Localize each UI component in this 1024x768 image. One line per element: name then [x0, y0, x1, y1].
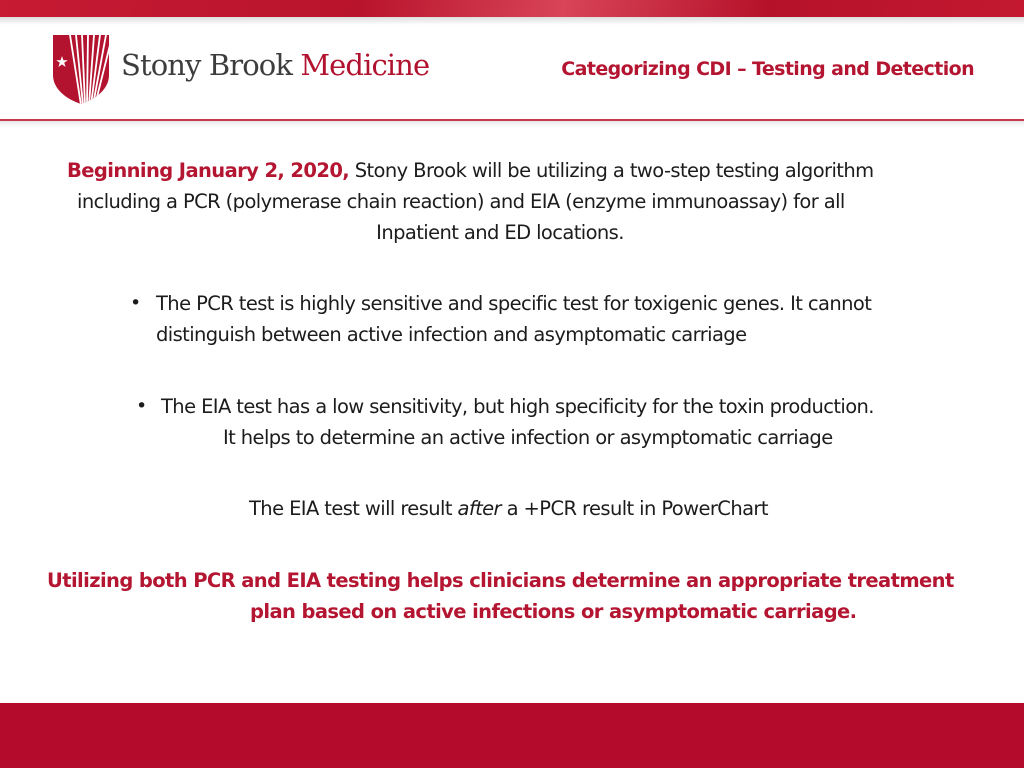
eia-result-note: [249, 493, 768, 524]
top-banner-shadow: [0, 17, 1024, 25]
stony-brook-logo: [50, 33, 450, 105]
bullet-1-line-2: distinguish between active infection and asymptomatic carriage: [156, 323, 747, 346]
bullet-dot-icon: •: [136, 395, 148, 417]
footer-banner: [0, 703, 1024, 768]
logo-wordmark-medicine: Medicine: [300, 48, 430, 82]
bullet-2-line-2: It helps to determine an active infection or asymptomatic carriage: [223, 426, 833, 449]
header-divider-shadow: [0, 121, 1024, 127]
eia-note-part-1: The EIA test will result: [249, 497, 452, 520]
logo-wordmark-stony-brook: Stony Brook: [121, 48, 293, 82]
slide-title: Categorizing CDI – Testing and Detection: [561, 58, 974, 80]
eia-note-part-3: a +PCR result in PowerChart: [506, 497, 768, 520]
intro-line-1: [67, 155, 873, 186]
logo-wordmark: [121, 47, 429, 83]
eia-note-emphasis: after: [457, 497, 501, 520]
bullet-1-line-1: The PCR test is highly sensitive and specific test for toxigenic genes. It cannot: [156, 292, 872, 315]
intro-date-highlight: Beginning January 2, 2020,: [67, 159, 350, 182]
top-banner: [0, 0, 1024, 17]
intro-line-3: Inpatient and ED locations.: [376, 221, 624, 244]
intro-line-1-text: Stony Brook will be utilizing a two-step testing algorithm: [354, 159, 874, 182]
intro-line-2: including a PCR (polymerase chain reaction) and EIA (enzyme immunoassay) for all: [77, 190, 845, 213]
bullet-dot-icon: •: [130, 292, 142, 314]
bullet-2-line-1: The EIA test has a low sensitivity, but high specificity for the toxin production.: [161, 395, 874, 418]
shield-star-icon: [50, 33, 112, 105]
conclusion-line-2: plan based on active infections or asymptomatic carriage.: [250, 600, 857, 623]
conclusion-line-1: Utilizing both PCR and EIA testing helps clinicians determine an appropriate treatment: [47, 569, 954, 592]
